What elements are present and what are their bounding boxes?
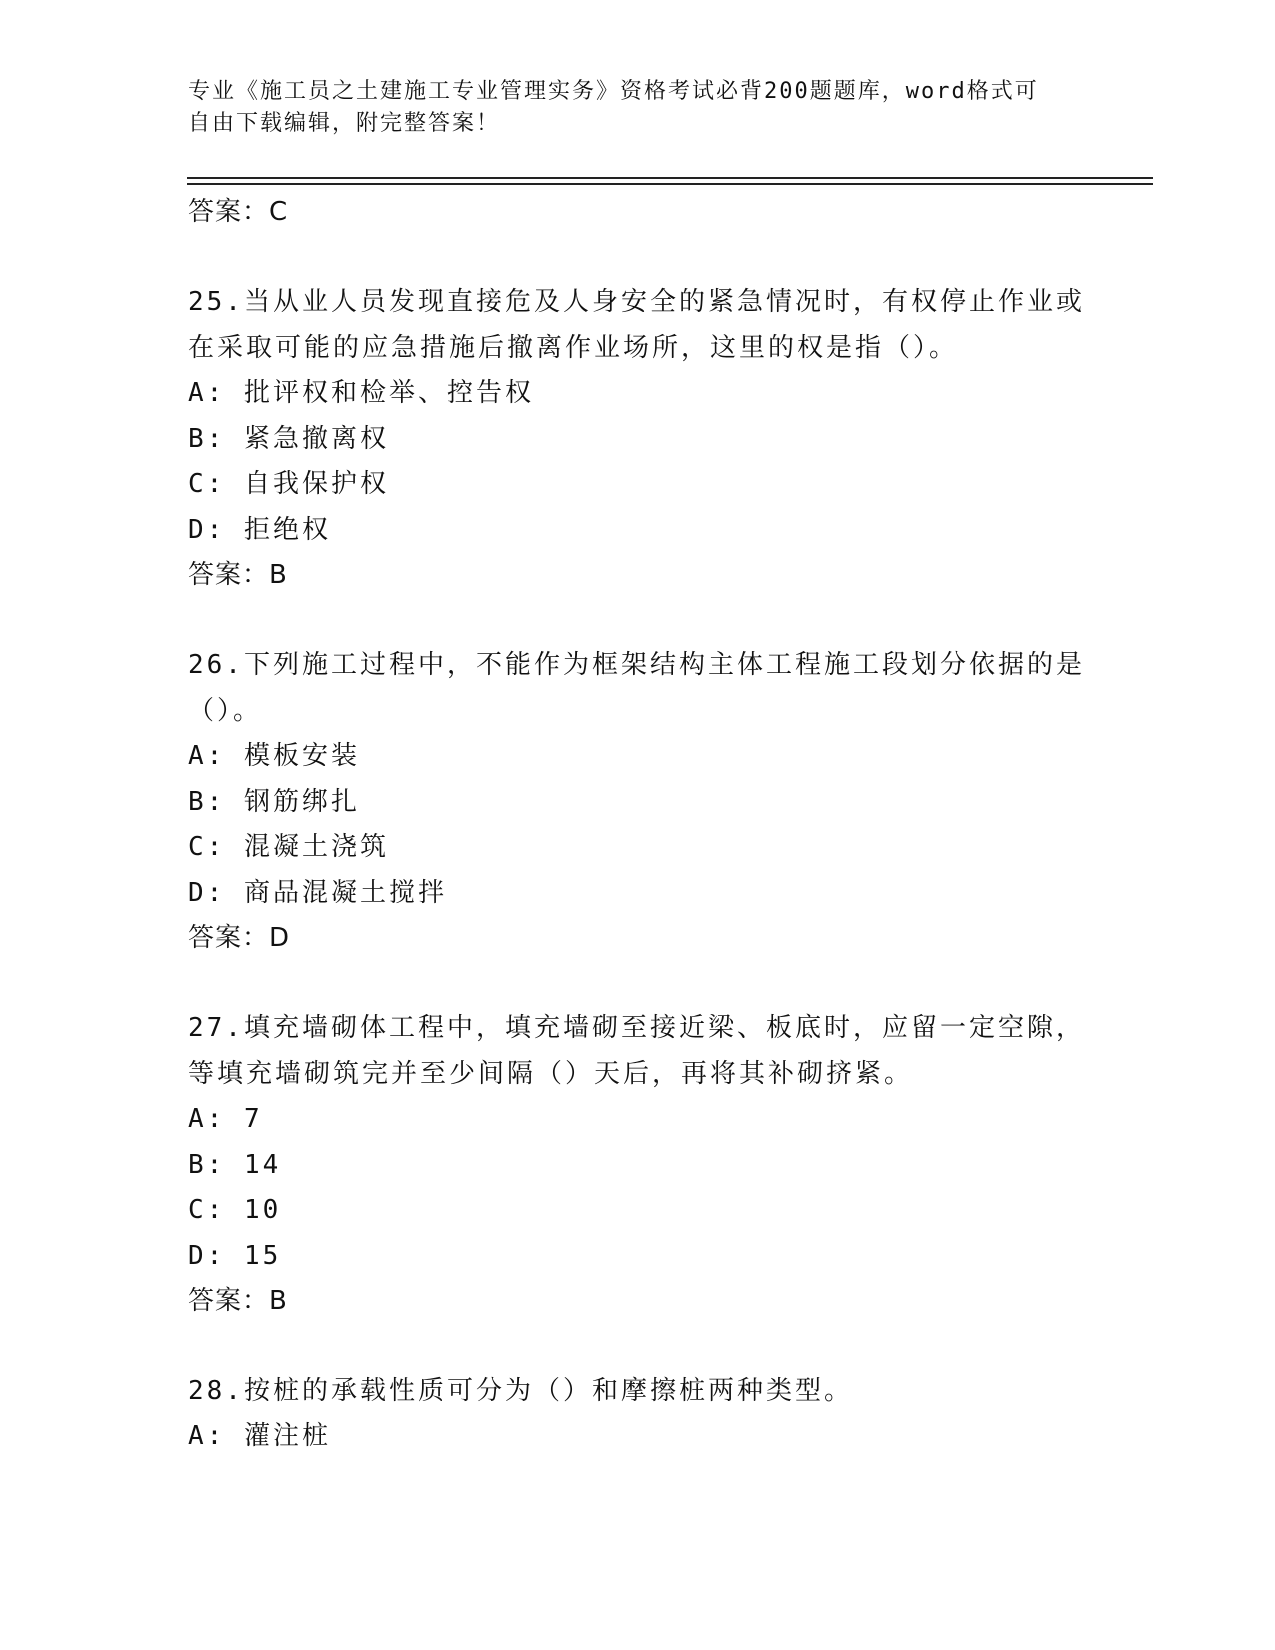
answer-line: 答案：C	[188, 197, 289, 227]
option-c: C: 10	[188, 1195, 282, 1225]
option-a: A: 模板安装	[188, 741, 360, 771]
question-text-line: 等填充墙砌筑完并至少间隔（）天后，再将其补砌挤紧。	[188, 1059, 914, 1089]
spacer	[188, 1324, 1088, 1368]
option-b: B: 紧急撤离权	[188, 423, 389, 454]
option-d: D: 商品混凝土搅拌	[188, 877, 447, 908]
header-line-1: 专业《施工员之土建施工专业管理实务》资格考试必背200题题库，word格式可	[188, 79, 1039, 104]
header-rule-bottom	[187, 183, 1153, 185]
question-text-line: （）。	[188, 696, 263, 726]
question-text-line: 26.下列施工过程中，不能作为框架结构主体工程施工段划分依据的是	[188, 650, 1085, 680]
question-text-line: 28.按桩的承载性质可分为（）和摩擦桩两种类型。	[188, 1376, 853, 1406]
question-text-line: 27.填充墙砌体工程中，填充墙砌至接近梁、板底时，应留一定空隙，	[188, 1013, 1085, 1043]
spacer	[188, 961, 1088, 1005]
answer-line: 答案：D	[188, 923, 291, 953]
option-a: A: 7	[188, 1104, 263, 1134]
answer-line: 答案：B	[188, 560, 288, 590]
option-d: D: 拒绝权	[188, 514, 331, 545]
option-b: B: 14	[188, 1149, 282, 1180]
option-a: A: 批评权和检举、控告权	[188, 378, 534, 408]
option-b: B: 钢筋绑扎	[188, 786, 360, 817]
option-c: C: 混凝土浇筑	[188, 832, 389, 862]
spacer	[188, 235, 1088, 279]
question-26	[188, 642, 1088, 961]
question-28	[188, 1368, 1088, 1460]
header-rule-top	[187, 177, 1153, 179]
spacer	[188, 598, 1088, 642]
option-a: A: 灌注桩	[188, 1421, 331, 1451]
answer-line: 答案：B	[188, 1286, 288, 1316]
header-line-2: 自由下载编辑，附完整答案！	[188, 111, 501, 136]
question-27	[188, 1005, 1088, 1324]
question-text-line: 25.当从业人员发现直接危及人身安全的紧急情况时，有权停止作业或	[188, 287, 1085, 317]
document-header	[188, 76, 1068, 140]
question-25	[188, 279, 1088, 598]
option-c: C: 自我保护权	[188, 469, 389, 499]
option-d: D: 15	[188, 1240, 282, 1271]
document-body	[188, 190, 1088, 1460]
question-text-line: 在采取可能的应急措施后撤离作业场所，这里的权是指（）。	[188, 333, 959, 363]
